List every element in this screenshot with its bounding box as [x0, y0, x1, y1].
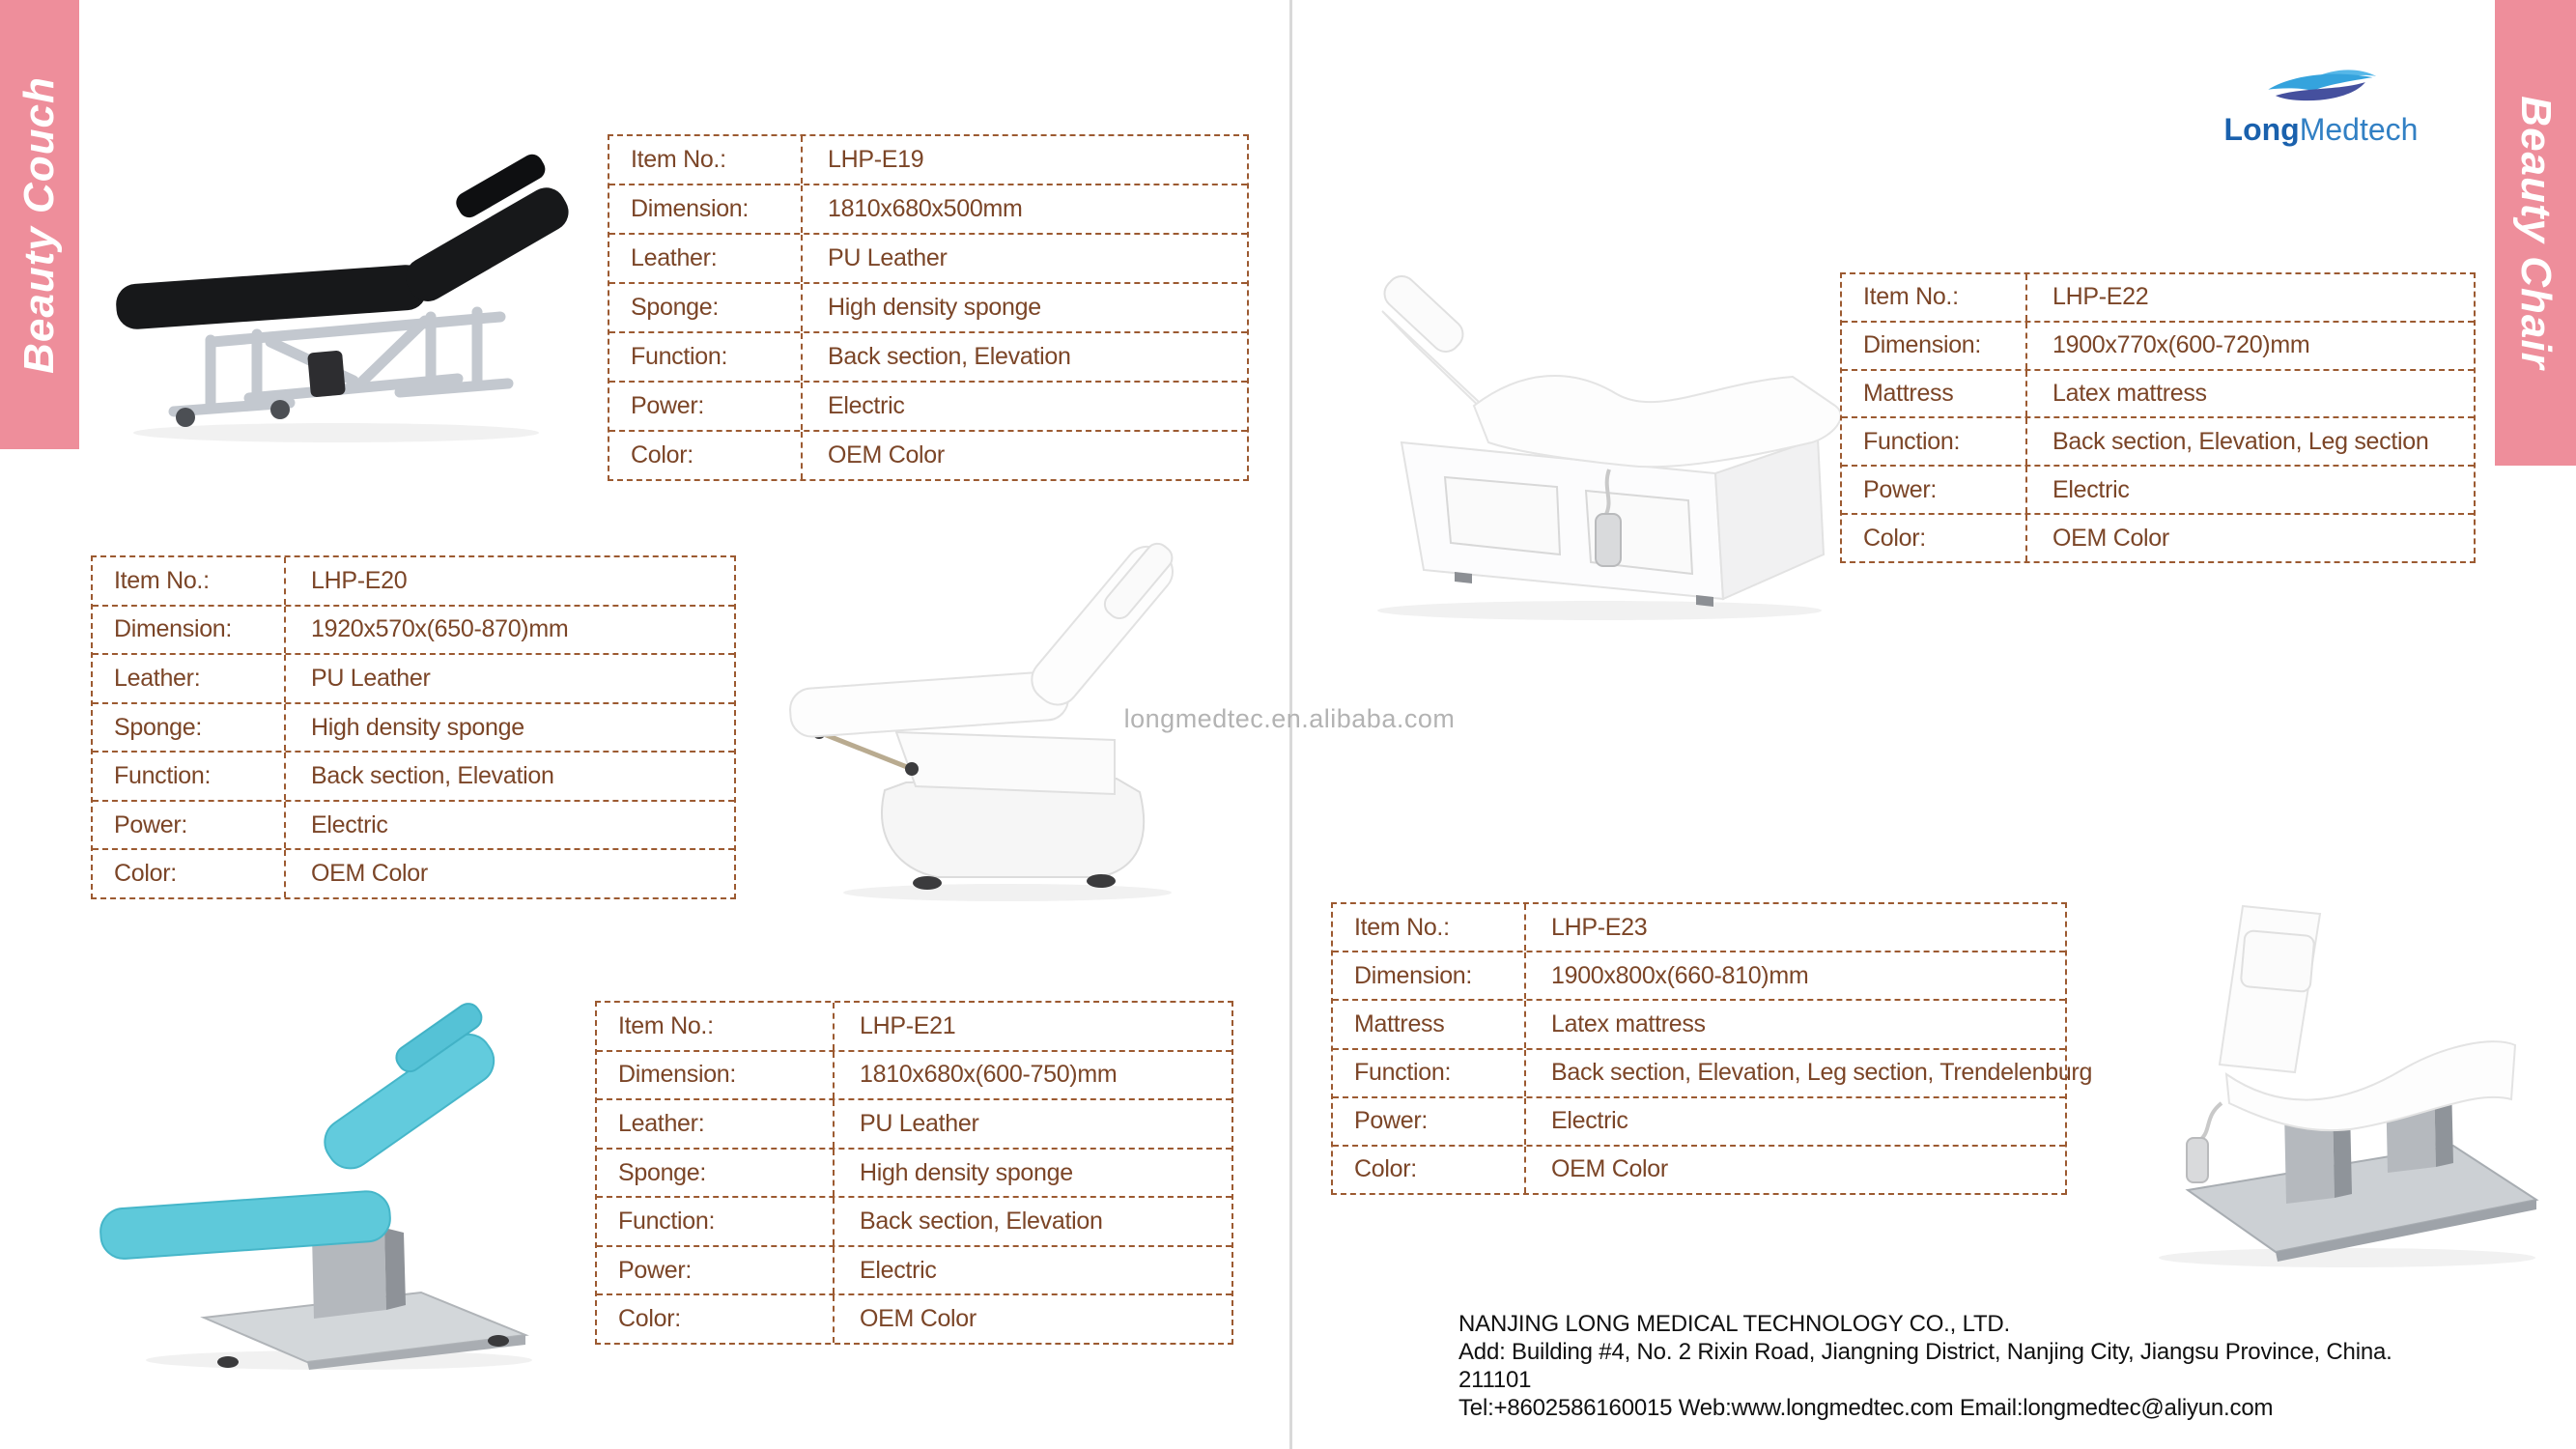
spec-label: Leather:	[93, 655, 286, 702]
spec-row	[609, 381, 1247, 430]
spec-row	[93, 751, 734, 800]
spec-value: OEM Color	[860, 1305, 977, 1333]
company-name: NANJING LONG MEDICAL TECHNOLOGY CO., LTD.	[1458, 1311, 2011, 1337]
spec-label: Mattress	[1333, 1001, 1526, 1047]
spec-row	[597, 1098, 1231, 1148]
spec-value: Back section, Elevation, Leg section, Trendelenburg	[1551, 1059, 2093, 1087]
spec-label: Dimension:	[1333, 952, 1526, 999]
spec-value: High density sponge	[311, 713, 524, 741]
spec-label: Color:	[93, 850, 286, 897]
spec-value: OEM Color	[828, 441, 945, 469]
spec-row	[597, 1148, 1231, 1197]
spec-table-lhp-e19	[608, 134, 1249, 481]
spec-row	[609, 282, 1247, 331]
spec-row	[93, 605, 734, 654]
spec-row	[93, 653, 734, 702]
spec-value: 1810x680x(600-750)mm	[860, 1061, 1118, 1089]
spec-table-lhp-e20	[91, 555, 736, 899]
spec-label: Sponge:	[93, 704, 286, 752]
spec-row	[597, 1293, 1231, 1343]
spec-row	[93, 800, 734, 849]
right-banner	[2495, 0, 2576, 466]
spec-value: Back section, Elevation	[828, 343, 1071, 370]
spec-label: Dimension:	[597, 1052, 835, 1099]
right-banner-label: Beauty Chair	[2512, 96, 2560, 370]
spec-value: Back section, Elevation	[860, 1208, 1103, 1236]
spec-label: Item No.:	[609, 136, 803, 184]
black-couch-illustration	[104, 122, 570, 456]
product-image-lhp-e19	[104, 122, 570, 456]
spec-value: Latex mattress	[2052, 380, 2207, 408]
spec-row	[609, 430, 1247, 479]
spec-row	[1333, 951, 2065, 999]
spec-row	[1842, 321, 2474, 369]
spec-value: LHP-E23	[1551, 913, 1648, 941]
logo-swoosh-icon	[2257, 56, 2385, 112]
product-image-lhp-e22	[1310, 213, 1870, 639]
longmedtech-logo	[2218, 56, 2424, 147]
spec-row	[597, 1196, 1231, 1245]
spec-row	[1842, 274, 2474, 321]
spec-label: Function:	[609, 333, 803, 381]
spec-label: Color:	[1333, 1147, 1526, 1193]
spec-label: Sponge:	[597, 1150, 835, 1197]
spec-label: Item No.:	[93, 557, 286, 605]
spec-row	[609, 136, 1247, 184]
spec-row	[93, 702, 734, 752]
spec-row	[597, 1050, 1231, 1099]
spec-row	[1333, 999, 2065, 1047]
watermark: longmedtec.en.alibaba.com	[1123, 704, 1456, 733]
spec-label: Function:	[93, 753, 286, 800]
spec-row	[597, 1003, 1231, 1050]
spec-row	[1333, 1048, 2093, 1096]
company-info	[1458, 1310, 2453, 1422]
spec-label: Item No.:	[597, 1003, 835, 1050]
spec-value: OEM Color	[311, 860, 428, 888]
left-banner	[0, 0, 79, 449]
spec-value: LHP-E21	[860, 1011, 956, 1039]
spec-table-lhp-e23	[1331, 902, 2093, 1195]
white-bed-illustration	[1310, 213, 1870, 639]
spec-label: Power:	[93, 802, 286, 849]
product-image-lhp-e23	[2096, 821, 2542, 1294]
spec-row	[93, 848, 734, 897]
spec-value: PU Leather	[828, 244, 948, 271]
spec-value: Electric	[1551, 1107, 1628, 1135]
white-chair-illustration	[2096, 821, 2542, 1294]
spec-row	[609, 184, 1247, 233]
product-image-lhp-e21	[83, 1001, 549, 1379]
spec-label: Function:	[1842, 418, 2027, 465]
spec-row	[597, 1245, 1231, 1294]
spec-row	[1333, 1145, 2065, 1193]
spec-row	[1333, 1096, 2065, 1145]
spec-label: Color:	[609, 432, 803, 479]
spec-value: High density sponge	[860, 1158, 1073, 1186]
spec-label: Power:	[609, 383, 803, 430]
spec-value: Back section, Elevation, Leg section	[2052, 427, 2429, 455]
spec-value: LHP-E19	[828, 146, 924, 173]
spec-label: Item No.:	[1333, 904, 1526, 951]
spec-label: Color:	[1842, 515, 2027, 561]
spec-label: Leather:	[609, 235, 803, 282]
spec-label: Dimension:	[609, 185, 803, 233]
spec-value: Electric	[828, 392, 905, 419]
spec-value: LHP-E22	[2052, 283, 2149, 311]
spec-row	[1842, 465, 2474, 513]
spec-label: Leather:	[597, 1100, 835, 1148]
spec-value: Latex mattress	[1551, 1009, 1706, 1037]
logo-text-bold: Long	[2223, 112, 2300, 147]
spec-value: 1900x800x(660-810)mm	[1551, 961, 1809, 989]
company-address: Add: Building #4, No. 2 Rixin Road, Jiangning District, Nanjing City, Jiangsu Province, China. 211101	[1458, 1339, 2392, 1393]
spec-value: Back section, Elevation	[311, 762, 554, 790]
spec-label: Item No.:	[1842, 274, 2027, 321]
spec-label: Color:	[597, 1295, 835, 1343]
spec-row	[1333, 904, 2065, 951]
spec-label: Dimension:	[93, 607, 286, 654]
spec-row	[1842, 416, 2474, 465]
spec-value: Electric	[311, 810, 388, 838]
logo-wordmark	[2218, 112, 2424, 147]
blue-couch-illustration	[83, 1001, 549, 1379]
spec-value: High density sponge	[828, 294, 1041, 321]
spec-value: PU Leather	[311, 664, 431, 692]
spec-value: 1810x680x500mm	[828, 195, 1023, 222]
spec-label: Power:	[1333, 1098, 1526, 1145]
spec-value: 1900x770x(600-720)mm	[2052, 331, 2310, 359]
spec-label: Function:	[1333, 1050, 1526, 1096]
spec-value: PU Leather	[860, 1109, 979, 1137]
spec-label: Dimension:	[1842, 323, 2027, 369]
spec-row	[609, 331, 1247, 381]
spec-label: Power:	[597, 1247, 835, 1294]
spec-row	[93, 557, 734, 605]
spec-value: OEM Color	[1551, 1155, 1668, 1183]
spec-value: 1920x570x(650-870)mm	[311, 615, 569, 643]
spec-value: LHP-E20	[311, 566, 408, 594]
spec-label: Mattress	[1842, 371, 2027, 417]
spec-value: Electric	[2052, 475, 2130, 503]
spec-label: Power:	[1842, 467, 2027, 513]
logo-text-light: Medtech	[2299, 112, 2419, 147]
spec-label: Sponge:	[609, 284, 803, 331]
left-banner-label: Beauty Couch	[15, 75, 63, 374]
spec-row	[1842, 369, 2474, 417]
spec-row	[1842, 513, 2474, 561]
spec-value: Electric	[860, 1256, 937, 1284]
spec-table-lhp-e22	[1840, 272, 2476, 563]
spec-row	[609, 233, 1247, 282]
spec-label: Function:	[597, 1198, 835, 1245]
spec-table-lhp-e21	[595, 1001, 1233, 1345]
spec-value: OEM Color	[2052, 524, 2169, 552]
company-contact: Tel:+8602586160015 Web:www.longmedtec.com Email:longmedtec@aliyun.com	[1458, 1395, 2274, 1421]
